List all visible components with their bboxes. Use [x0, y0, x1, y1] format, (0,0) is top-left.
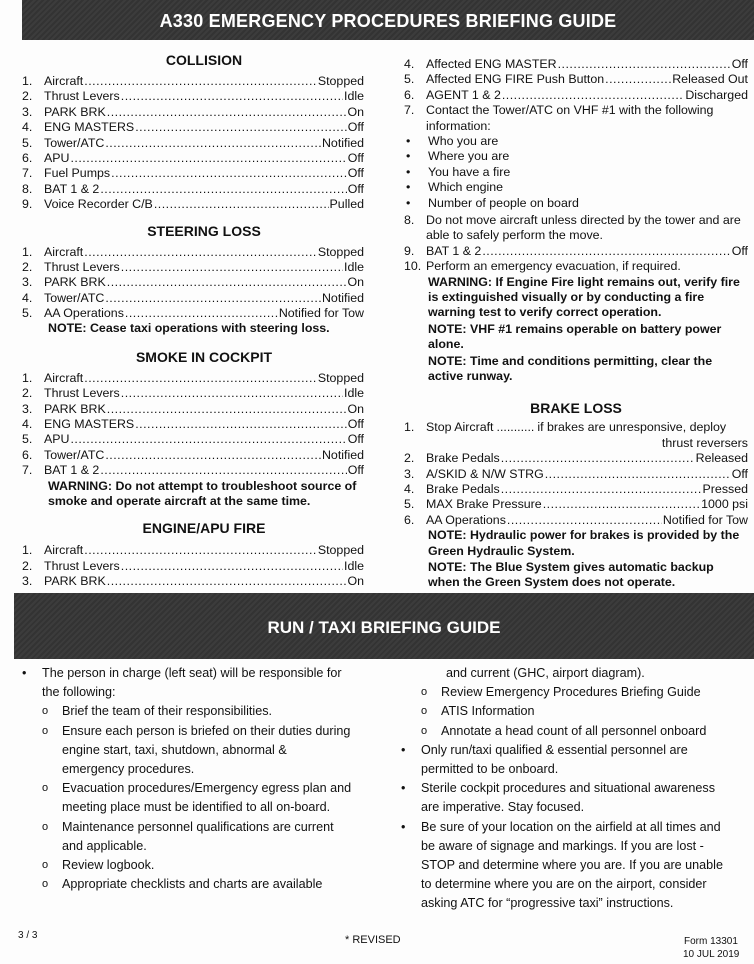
list-item: • The person in charge (left seat) will be responsible for the following:: [22, 664, 352, 702]
bullet-item: • Who you are: [404, 134, 748, 149]
steering-note: NOTE: Cease taxi operations with steering loss.: [48, 321, 330, 336]
item-number: 4.: [404, 481, 415, 496]
item-number: 3.: [22, 574, 33, 589]
run-taxi-title: RUN / TAXI BRIEFING GUIDE: [267, 618, 501, 637]
item-value: Notified: [321, 447, 364, 462]
item-value: Off: [347, 150, 364, 165]
item-number: 9.: [22, 197, 33, 212]
item-number: 4.: [404, 57, 415, 71]
item-number: 6.: [404, 87, 415, 102]
item-value: Pulled: [329, 197, 364, 212]
sub-item: o Maintenance personnel qualifications are current and applicable.: [42, 818, 352, 856]
item-value: Stopped: [317, 543, 364, 558]
item-label: Tower/ATC: [44, 290, 105, 305]
item-value: Idle: [344, 558, 364, 573]
checklist-item: [404, 88, 748, 103]
item-number: 5.: [22, 306, 33, 321]
item-value: Off: [347, 181, 364, 196]
sub-item: o Review Emergency Procedures Briefing Guide: [421, 683, 729, 702]
item-label: APU: [44, 150, 70, 165]
item-value: Notified for Tow: [278, 306, 364, 321]
item-number: 5.: [22, 432, 33, 447]
item-number: 6.: [404, 512, 415, 527]
form-date: 10 JUL 2019: [683, 949, 740, 960]
item-value: Pressed: [702, 481, 748, 496]
checklist-item: [22, 151, 364, 166]
item-label: BAT 1 & 2: [426, 243, 482, 258]
sub-item: o Evacuation procedures/Emergency egress plan and meeting place must be identified to all on-board.: [42, 779, 352, 817]
checklist-item: [22, 402, 364, 417]
item-value: Idle: [344, 259, 364, 274]
fire-checklist-continued: [404, 57, 748, 103]
item-label: Voice Recorder C/B: [44, 197, 153, 212]
brake-step-1: 1. Stop Aircraft ........... if brakes are unresponsive, deploy: [404, 420, 727, 435]
item-value: Released: [695, 451, 748, 466]
item-label: Tower/ATC: [44, 447, 105, 462]
right-column: [404, 57, 748, 591]
list-item: • Be sure of your location on the airfield at all times and be aware of signage and markings. If you are lost - STOP and determine where you are. If you are unable to determine where you are on the airport, consider asking ATC for “progressive taxi” instructions.: [401, 818, 729, 914]
item-label: ENG MASTERS: [44, 417, 135, 432]
sub-item: o Brief the team of their responsibilities.: [42, 702, 352, 721]
left-column: [22, 52, 364, 590]
item-label: BAT 1 & 2: [44, 181, 100, 196]
item-value: 1000 psi: [701, 497, 748, 512]
item-number: 5.: [22, 135, 33, 150]
sub-item: o Ensure each person is briefed on their duties during engine start, taxi, shutdown, abnormal & emergency procedures.: [42, 722, 352, 780]
checklist-item: [22, 448, 364, 463]
item-number: 4.: [22, 120, 33, 135]
checklist-item: [22, 105, 364, 120]
fire-step-9: [404, 244, 748, 259]
item-number: 2.: [22, 386, 33, 401]
item-label: Thrust Levers: [44, 259, 120, 274]
item-label: AA Operations: [44, 306, 124, 321]
checklist-item: [22, 245, 364, 260]
item-label: ENG MASTERS: [44, 120, 135, 135]
item-value: Stopped: [317, 244, 364, 259]
fire-warning: WARNING: If Engine Fire light remains out, verify fire is extinguished visually or by conducting a fire warning test to verify correct operation.: [428, 274, 740, 320]
run-right-sublist: [401, 683, 729, 741]
brake-title: BRAKE LOSS: [530, 400, 622, 417]
item-number: 6.: [22, 447, 33, 462]
checklist-item: [22, 166, 364, 181]
fire-step-7: 7. Contact the Tower/ATC on VHF #1 with the following information:: [404, 103, 748, 134]
item-value: Notified for Tow: [662, 512, 748, 527]
checklist-item: [22, 306, 364, 321]
item-number: 1.: [22, 370, 33, 385]
item-value: Idle: [344, 386, 364, 401]
checklist-item: [22, 120, 364, 135]
bullet-item: • Number of people on board: [404, 196, 748, 211]
item-number: 8.: [22, 181, 33, 196]
checklist-item: [22, 371, 364, 386]
smoke-title: SMOKE IN COCKPIT: [135, 348, 273, 365]
fire-title: ENGINE/APU FIRE: [142, 520, 266, 537]
item-value: On: [347, 104, 364, 119]
item-label: Aircraft: [44, 370, 84, 385]
fire-step-7-text: Contact the Tower/ATC on VHF #1 with the following information:: [426, 103, 714, 133]
checklist-item: [22, 89, 364, 104]
checklist-item: [22, 74, 364, 89]
item-label: Stop Aircraft: [426, 420, 494, 435]
item-value: Off: [347, 120, 364, 135]
steering-title: STEERING LOSS: [147, 222, 261, 239]
checklist-item: [22, 260, 364, 275]
checklist-item: [22, 432, 364, 447]
item-value: On: [347, 574, 364, 589]
item-label: PARK BRK: [44, 574, 106, 589]
fire-note-vhf: NOTE: VHF #1 remains operable on battery power alone.: [428, 321, 722, 352]
fire-step-10-text: Perform an emergency evacuation, if required.: [426, 259, 681, 274]
item-label: Thrust Levers: [44, 558, 120, 573]
item-value: Off: [347, 417, 364, 432]
run-taxi-right: [401, 664, 729, 914]
item-label: PARK BRK: [44, 104, 106, 119]
item-number: 3.: [22, 401, 33, 416]
checklist-item: [22, 574, 364, 589]
collision-title: COLLISION: [165, 52, 243, 68]
item-value: On: [347, 275, 364, 290]
item-label: Thrust Levers: [44, 386, 120, 401]
item-label: APU: [44, 432, 70, 447]
list-item: • Only run/taxi qualified & essential personnel are permitted to be onboard.: [401, 741, 729, 779]
smoke-checklist: [22, 371, 364, 479]
item-label: MAX Brake Pressure: [426, 497, 542, 512]
item-number: 2.: [22, 259, 33, 274]
checklist-item: [404, 513, 748, 528]
fire-note-runway: NOTE: Time and conditions permitting, clear the active runway.: [428, 353, 713, 383]
brake-note-hydraulic: NOTE: Hydraulic power for brakes is provided by the Green Hydraulic System.: [428, 528, 740, 558]
item-number: 3.: [22, 275, 33, 290]
item-number: 1.: [22, 244, 33, 259]
item-label: Brake Pedals: [426, 451, 500, 466]
item-number: 3.: [404, 466, 415, 481]
checklist-item: [404, 497, 748, 512]
list-item-continued: and current (GHC, airport diagram).: [446, 666, 645, 680]
checklist-item: [404, 57, 748, 72]
bullet-item: • Where you are: [404, 149, 748, 164]
item-label: PARK BRK: [44, 401, 106, 416]
run-taxi-left: [22, 664, 352, 894]
checklist-item: [404, 467, 748, 482]
fire-checklist: [22, 543, 364, 589]
fire-step-8: 8. Do not move aircraft unless directed by the tower and are able to safely perform the move.: [404, 213, 748, 244]
brake-step-1-cont: thrust reversers: [661, 435, 748, 450]
sub-item: o ATIS Information: [421, 702, 729, 721]
checklist-item: [404, 482, 748, 497]
checklist-item: [22, 197, 364, 212]
checklist-item: [22, 559, 364, 574]
collision-checklist: [22, 74, 364, 213]
item-value: On: [347, 401, 364, 416]
item-number: 4.: [22, 290, 33, 305]
item-number: 7.: [22, 166, 33, 181]
item-value: Off: [731, 466, 748, 481]
sub-item: o Appropriate checklists and charts are available: [42, 875, 352, 894]
fire-step-8-text: Do not move aircraft unless directed by the tower and are able to safely perform the move.: [426, 212, 741, 243]
item-value: Idle: [344, 89, 364, 104]
item-value: Off: [731, 57, 748, 71]
run-left-sublist: [22, 702, 352, 894]
list-item: • Sterile cockpit procedures and situational awareness are imperative. Stay focused.: [401, 779, 729, 817]
item-value: Off: [347, 463, 364, 478]
checklist-item: [22, 291, 364, 306]
sub-item: o Annotate a head count of all personnel onboard: [421, 722, 729, 741]
item-label: Affected ENG MASTER: [426, 57, 557, 71]
item-value: Stopped: [317, 74, 364, 88]
item-value: Off: [347, 432, 364, 447]
item-label: A/SKID & N/W STRG: [426, 466, 544, 481]
item-value: Off: [347, 166, 364, 181]
fire-step-10: 10. Perform an emergency evacuation, if required.: [404, 259, 681, 274]
item-number: 5.: [404, 72, 415, 87]
item-label: Affected ENG FIRE Push Button: [426, 72, 605, 87]
item-number: 6.: [22, 150, 33, 165]
steering-checklist: [22, 245, 364, 322]
item-number: 2.: [22, 89, 33, 104]
item-number: 2.: [22, 558, 33, 573]
form-number: Form 13301: [684, 936, 738, 947]
item-label: AA Operations: [426, 512, 506, 527]
item-value: Notified: [321, 135, 364, 150]
checklist-item: [404, 451, 748, 466]
checklist-item: [22, 463, 364, 478]
bullet-item: • You have a fire: [404, 165, 748, 180]
smoke-warning: WARNING: Do not attempt to troubleshoot source of smoke and operate aircraft at the same time.: [48, 478, 357, 509]
item-value: Discharged: [685, 87, 748, 102]
item-number: 2.: [404, 451, 415, 466]
item-number: 7.: [22, 463, 33, 478]
item-number: 3.: [22, 104, 33, 119]
run-taxi-banner: [14, 593, 754, 659]
bullet-item: • Which engine: [404, 180, 748, 195]
item-label: AGENT 1 & 2: [426, 87, 501, 102]
checklist-item: 9. BAT 1 & 2 ..... Off: [404, 244, 748, 259]
checklist-item: [22, 386, 364, 401]
item-label: Brake Pedals: [426, 481, 500, 496]
item-value: Off: [731, 243, 748, 258]
brake-checklist: [404, 451, 748, 528]
page-number: 3 / 3: [18, 930, 38, 941]
item-label: Aircraft: [44, 244, 84, 259]
revised-marker: * REVISED: [345, 934, 401, 946]
item-number: 1.: [22, 74, 33, 88]
item-number: 5.: [404, 497, 415, 512]
item-number: 1.: [22, 543, 33, 558]
checklist-item: [22, 136, 364, 151]
item-value: Released Out: [672, 72, 748, 87]
checklist-item: [22, 543, 364, 558]
page-title: A330 EMERGENCY PROCEDURES BRIEFING GUIDE: [159, 11, 617, 31]
item-value: Stopped: [317, 370, 364, 385]
fire-step-7-bullets: [404, 134, 748, 211]
brake-note-blue: NOTE: The Blue System gives automatic backup when the Green System does not operate.: [428, 559, 714, 590]
item-label: Aircraft: [44, 74, 84, 88]
sub-item: o Review logbook.: [42, 856, 352, 875]
checklist-item: [404, 72, 748, 87]
item-label: Aircraft: [44, 543, 84, 558]
checklist-item: [22, 417, 364, 432]
item-label: Fuel Pumps: [44, 166, 111, 181]
run-right-bullets: [401, 741, 729, 914]
item-label: PARK BRK: [44, 275, 106, 290]
checklist-item: [22, 182, 364, 197]
item-value: if brakes are unresponsive, deploy: [537, 420, 727, 435]
item-label: BAT 1 & 2: [44, 463, 100, 478]
item-number: 4.: [22, 417, 33, 432]
page-title-banner: [22, 0, 754, 40]
item-label: Tower/ATC: [44, 135, 105, 150]
item-value: Notified: [321, 290, 364, 305]
checklist-item: [22, 275, 364, 290]
item-label: Thrust Levers: [44, 89, 120, 104]
